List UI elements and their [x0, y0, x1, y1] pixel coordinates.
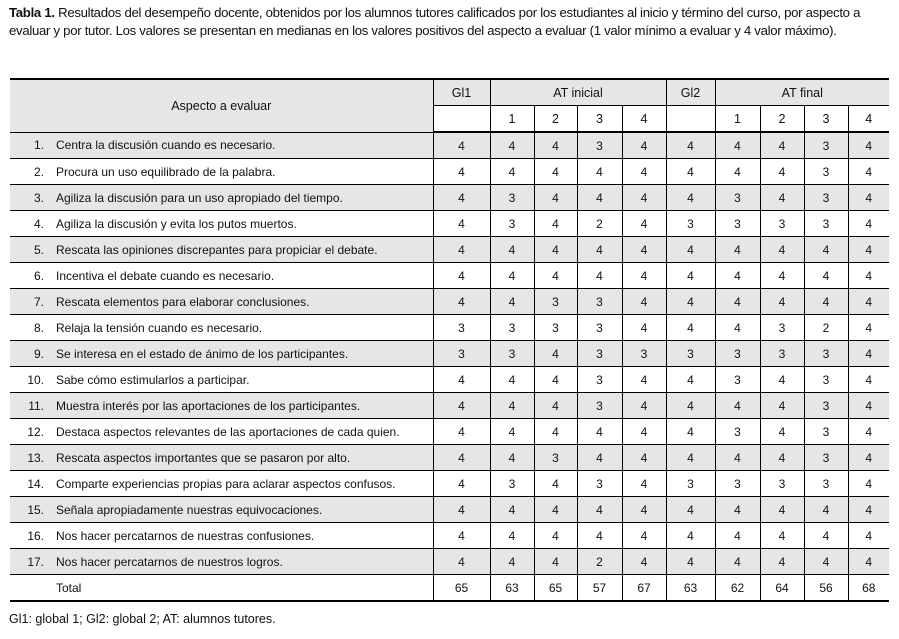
value-cell: 4: [760, 393, 804, 419]
value-cell: 3: [577, 315, 622, 341]
table-row: [10, 211, 889, 237]
value-cell: 4: [534, 211, 577, 237]
value-cell: 4: [760, 263, 804, 289]
value-cell: 3: [760, 471, 804, 497]
aspect-label: Comparte experiencias propias para aclarar aspectos confusos.: [56, 476, 396, 491]
aspect-number: 4.: [33, 216, 44, 231]
value-cell: 2: [577, 549, 622, 575]
value-cell: 3: [804, 471, 848, 497]
value-cell: 4: [848, 471, 889, 497]
total-cell: 65: [433, 575, 490, 602]
aspect-cell: [10, 237, 433, 263]
aspect-number: 5.: [33, 242, 44, 257]
header-tutor: 1: [490, 106, 534, 133]
aspect-cell: [10, 263, 433, 289]
value-cell: 4: [622, 289, 666, 315]
caption-label: Tabla 1.: [9, 5, 55, 20]
value-cell: 4: [804, 549, 848, 575]
value-cell: 4: [577, 185, 622, 211]
value-cell: 4: [490, 393, 534, 419]
value-cell: 4: [804, 263, 848, 289]
total-cell: 68: [848, 575, 889, 602]
value-cell: 4: [577, 159, 622, 185]
aspect-cell: [10, 211, 433, 237]
aspect-cell: [10, 367, 433, 393]
value-cell: 4: [577, 237, 622, 263]
total-cell: 63: [490, 575, 534, 602]
aspect-label: Relaja la tensión cuando es necesario.: [56, 320, 263, 335]
value-cell: 4: [433, 211, 490, 237]
aspect-cell: [10, 289, 433, 315]
value-cell: 3: [433, 315, 490, 341]
total-cell: 64: [760, 575, 804, 602]
aspect-number: 11.: [28, 398, 44, 413]
aspect-label: Rescata las opiniones discrepantes para propiciar el debate.: [56, 242, 378, 257]
value-cell: 4: [666, 315, 715, 341]
value-cell: 4: [804, 237, 848, 263]
value-cell: 4: [433, 237, 490, 263]
value-cell: 4: [577, 497, 622, 523]
total-cell: 63: [666, 575, 715, 602]
value-cell: 4: [666, 445, 715, 471]
value-cell: 4: [433, 367, 490, 393]
aspect-cell: [10, 471, 433, 497]
value-cell: 4: [490, 159, 534, 185]
value-cell: 3: [577, 367, 622, 393]
aspect-number: 9.: [33, 346, 44, 361]
value-cell: 4: [622, 211, 666, 237]
value-cell: 3: [804, 341, 848, 367]
aspect-label: Nos hacer percatarnos de nuestras confusiones.: [56, 528, 315, 543]
value-cell: 4: [490, 289, 534, 315]
header-gi2-sub: [666, 106, 715, 133]
value-cell: 4: [848, 367, 889, 393]
table-row: [10, 471, 889, 497]
value-cell: 4: [804, 523, 848, 549]
header-at-final: AT final: [715, 79, 889, 106]
value-cell: 4: [666, 419, 715, 445]
value-cell: 4: [622, 419, 666, 445]
header-tutor: 2: [760, 106, 804, 133]
value-cell: 4: [622, 185, 666, 211]
aspect-number: 6.: [33, 268, 44, 283]
value-cell: 4: [848, 132, 889, 159]
value-cell: 4: [666, 237, 715, 263]
aspect-number: 7.: [33, 294, 44, 309]
value-cell: 3: [760, 211, 804, 237]
value-cell: 4: [622, 237, 666, 263]
value-cell: 4: [433, 419, 490, 445]
value-cell: 3: [490, 471, 534, 497]
aspect-label: Incentiva el debate cuando es necesario.: [56, 268, 275, 283]
value-cell: 3: [804, 419, 848, 445]
header-tutor: 4: [848, 106, 889, 133]
table-row: [10, 445, 889, 471]
total-cell: 67: [622, 575, 666, 602]
value-cell: 4: [490, 367, 534, 393]
aspect-number: 2.: [33, 164, 44, 179]
value-cell: 4: [715, 497, 760, 523]
value-cell: 4: [577, 263, 622, 289]
total-row: [10, 575, 889, 602]
value-cell: 2: [804, 315, 848, 341]
value-cell: 4: [715, 523, 760, 549]
header-tutor: 1: [715, 106, 760, 133]
value-cell: 3: [804, 445, 848, 471]
aspect-label: Muestra interés por las aportaciones de los participantes.: [56, 398, 361, 413]
table-row: [10, 549, 889, 575]
table-caption: [9, 4, 893, 40]
value-cell: 3: [804, 159, 848, 185]
value-cell: 3: [577, 471, 622, 497]
value-cell: 4: [534, 237, 577, 263]
table-row: [10, 497, 889, 523]
value-cell: 3: [433, 341, 490, 367]
value-cell: 4: [715, 237, 760, 263]
value-cell: 4: [622, 523, 666, 549]
value-cell: 4: [433, 263, 490, 289]
value-cell: 4: [490, 132, 534, 159]
aspect-number: 13.: [27, 450, 44, 465]
value-cell: 4: [433, 132, 490, 159]
aspect-label: Rescata aspectos importantes que se pasaron por alto.: [56, 450, 351, 465]
value-cell: 3: [804, 393, 848, 419]
value-cell: 4: [848, 341, 889, 367]
value-cell: 4: [715, 445, 760, 471]
value-cell: 4: [848, 549, 889, 575]
aspect-label: Agiliza la discusión y evita los putos muertos.: [56, 216, 297, 231]
value-cell: 3: [577, 341, 622, 367]
value-cell: 3: [760, 315, 804, 341]
value-cell: 4: [433, 393, 490, 419]
value-cell: 4: [490, 419, 534, 445]
aspect-cell: [10, 315, 433, 341]
value-cell: 4: [666, 549, 715, 575]
aspect-label: Procura un uso equilibrado de la palabra.: [56, 164, 276, 179]
value-cell: 4: [534, 419, 577, 445]
header-at-inicial: AT inicial: [490, 79, 666, 106]
value-cell: 3: [715, 211, 760, 237]
aspect-label: Rescata elementos para elaborar conclusiones.: [56, 294, 310, 309]
total-label: Total: [56, 580, 82, 595]
value-cell: 4: [490, 549, 534, 575]
value-cell: 4: [433, 159, 490, 185]
value-cell: 4: [760, 159, 804, 185]
value-cell: 3: [760, 341, 804, 367]
header-tutor: 3: [804, 106, 848, 133]
value-cell: 4: [577, 523, 622, 549]
aspect-cell: [10, 341, 433, 367]
aspect-cell: [10, 393, 433, 419]
value-cell: 4: [666, 289, 715, 315]
value-cell: 4: [534, 341, 577, 367]
value-cell: 2: [577, 211, 622, 237]
aspect-number: 14.: [27, 476, 44, 491]
value-cell: 4: [622, 132, 666, 159]
value-cell: 4: [848, 289, 889, 315]
value-cell: 4: [622, 497, 666, 523]
value-cell: 3: [804, 132, 848, 159]
value-cell: 4: [804, 497, 848, 523]
table-row: [10, 367, 889, 393]
aspect-number: 8.: [33, 320, 44, 335]
value-cell: 4: [534, 263, 577, 289]
value-cell: 3: [715, 185, 760, 211]
value-cell: 4: [760, 185, 804, 211]
value-cell: 4: [622, 263, 666, 289]
value-cell: 4: [534, 185, 577, 211]
aspect-cell: [10, 185, 433, 211]
value-cell: 4: [433, 289, 490, 315]
value-cell: 4: [433, 523, 490, 549]
value-cell: 3: [534, 445, 577, 471]
value-cell: 3: [577, 289, 622, 315]
value-cell: 3: [715, 419, 760, 445]
value-cell: 3: [534, 289, 577, 315]
aspect-number: 17.: [27, 554, 44, 569]
value-cell: 4: [666, 159, 715, 185]
value-cell: 4: [848, 159, 889, 185]
value-cell: 3: [490, 341, 534, 367]
aspect-label: Centra la discusión cuando es necesario.: [56, 138, 276, 153]
total-cell: 57: [577, 575, 622, 602]
aspect-cell: [10, 523, 433, 549]
value-cell: 4: [848, 393, 889, 419]
aspect-cell: [10, 159, 433, 185]
value-cell: 3: [804, 367, 848, 393]
value-cell: 4: [760, 445, 804, 471]
table-row: [10, 315, 889, 341]
value-cell: 3: [534, 315, 577, 341]
table-row: [10, 237, 889, 263]
value-cell: 4: [760, 237, 804, 263]
value-cell: 4: [715, 159, 760, 185]
value-cell: 4: [433, 445, 490, 471]
value-cell: 3: [577, 132, 622, 159]
value-cell: 4: [622, 159, 666, 185]
value-cell: 4: [666, 367, 715, 393]
aspect-label: Agiliza la discusión para un uso apropiado del tiempo.: [56, 190, 343, 205]
total-label-cell: [10, 575, 433, 602]
value-cell: 3: [490, 185, 534, 211]
value-cell: 4: [848, 445, 889, 471]
value-cell: 4: [760, 132, 804, 159]
value-cell: 4: [666, 263, 715, 289]
value-cell: 4: [622, 549, 666, 575]
value-cell: 3: [804, 185, 848, 211]
value-cell: 3: [666, 211, 715, 237]
value-cell: 4: [490, 497, 534, 523]
value-cell: 4: [848, 263, 889, 289]
aspect-cell: [10, 445, 433, 471]
table-row: [10, 419, 889, 445]
value-cell: 4: [715, 315, 760, 341]
header-tutor: 2: [534, 106, 577, 133]
value-cell: 4: [622, 367, 666, 393]
value-cell: 4: [760, 497, 804, 523]
value-cell: 4: [577, 445, 622, 471]
value-cell: 3: [666, 341, 715, 367]
aspect-cell: [10, 549, 433, 575]
total-cell: 62: [715, 575, 760, 602]
aspect-label: Se interesa en el estado de ánimo de los participantes.: [56, 346, 349, 361]
value-cell: 4: [760, 549, 804, 575]
aspect-label: Nos hacer percatarnos de nuestros logros.: [56, 554, 283, 569]
value-cell: 4: [848, 523, 889, 549]
value-cell: 4: [433, 549, 490, 575]
table-row: [10, 289, 889, 315]
value-cell: 4: [760, 523, 804, 549]
value-cell: 4: [760, 367, 804, 393]
value-cell: 4: [760, 289, 804, 315]
value-cell: 4: [715, 132, 760, 159]
aspect-number: 10.: [27, 372, 44, 387]
value-cell: 4: [534, 523, 577, 549]
value-cell: 4: [433, 497, 490, 523]
table-row: [10, 341, 889, 367]
aspect-cell: [10, 419, 433, 445]
value-cell: 4: [666, 132, 715, 159]
table-row: [10, 523, 889, 549]
caption-text: Resultados del desempeño docente, obtenidos por los alumnos tutores calificados por los estudiantes al inicio y término del curso, por aspecto a evaluar y por tutor. Los valores se presentan en medianas en los valores positivos del aspecto a evaluar (1 valor mínimo a evaluar y 4 valor máximo).: [9, 5, 861, 38]
value-cell: 4: [760, 419, 804, 445]
table-row: [10, 132, 889, 159]
value-cell: 4: [433, 185, 490, 211]
value-cell: 4: [715, 263, 760, 289]
value-cell: 4: [848, 237, 889, 263]
header-tutor: 3: [577, 106, 622, 133]
header-gi1-sub: [433, 106, 490, 133]
value-cell: 4: [715, 393, 760, 419]
aspect-number: 16.: [27, 528, 44, 543]
value-cell: 4: [534, 367, 577, 393]
value-cell: 3: [490, 315, 534, 341]
value-cell: 4: [577, 419, 622, 445]
value-cell: 3: [490, 211, 534, 237]
aspect-number: 15.: [27, 502, 44, 517]
value-cell: 3: [666, 471, 715, 497]
value-cell: 4: [534, 497, 577, 523]
value-cell: 4: [848, 497, 889, 523]
value-cell: 4: [622, 471, 666, 497]
header-gi2: Gl2: [666, 79, 715, 106]
value-cell: 4: [666, 497, 715, 523]
value-cell: 4: [433, 471, 490, 497]
value-cell: 3: [715, 367, 760, 393]
value-cell: 4: [490, 523, 534, 549]
total-cell: 65: [534, 575, 577, 602]
aspect-label: Destaca aspectos relevantes de las aportaciones de cada quien.: [56, 424, 400, 439]
value-cell: 4: [534, 132, 577, 159]
value-cell: 4: [666, 185, 715, 211]
aspect-label: Sabe cómo estimularlos a participar.: [56, 372, 250, 387]
table-row: [10, 393, 889, 419]
value-cell: 4: [490, 445, 534, 471]
value-cell: 4: [534, 549, 577, 575]
value-cell: 4: [622, 445, 666, 471]
value-cell: 4: [666, 523, 715, 549]
value-cell: 4: [622, 393, 666, 419]
value-cell: 4: [666, 393, 715, 419]
value-cell: 4: [534, 393, 577, 419]
value-cell: 4: [534, 471, 577, 497]
aspect-number: 3.: [33, 190, 44, 205]
value-cell: 3: [622, 341, 666, 367]
value-cell: 4: [848, 419, 889, 445]
value-cell: 4: [804, 289, 848, 315]
header-tutor: 4: [622, 106, 666, 133]
aspect-number: 1.: [33, 138, 44, 153]
footnote: Gl1: global 1; Gl2: global 2; AT: alumnos tutores.: [9, 612, 276, 626]
table-row: [10, 159, 889, 185]
aspect-label: Señala apropiadamente nuestras equivocaciones.: [56, 502, 323, 517]
header-gi1: Gl1: [433, 79, 490, 106]
value-cell: 4: [848, 211, 889, 237]
value-cell: 3: [715, 471, 760, 497]
aspect-cell: [10, 497, 433, 523]
value-cell: 4: [490, 237, 534, 263]
header-aspect: Aspecto a evaluar: [10, 79, 433, 132]
value-cell: 4: [715, 289, 760, 315]
aspect-cell: [10, 132, 433, 159]
value-cell: 4: [490, 263, 534, 289]
aspect-number: 12.: [27, 424, 44, 439]
total-cell: 56: [804, 575, 848, 602]
value-cell: 4: [715, 549, 760, 575]
value-cell: 3: [715, 341, 760, 367]
value-cell: 4: [848, 185, 889, 211]
table-row: [10, 185, 889, 211]
value-cell: 3: [577, 393, 622, 419]
value-cell: 3: [804, 211, 848, 237]
value-cell: 4: [848, 315, 889, 341]
value-cell: 4: [622, 315, 666, 341]
value-cell: 4: [534, 159, 577, 185]
table-row: [10, 263, 889, 289]
results-table: [10, 78, 889, 602]
